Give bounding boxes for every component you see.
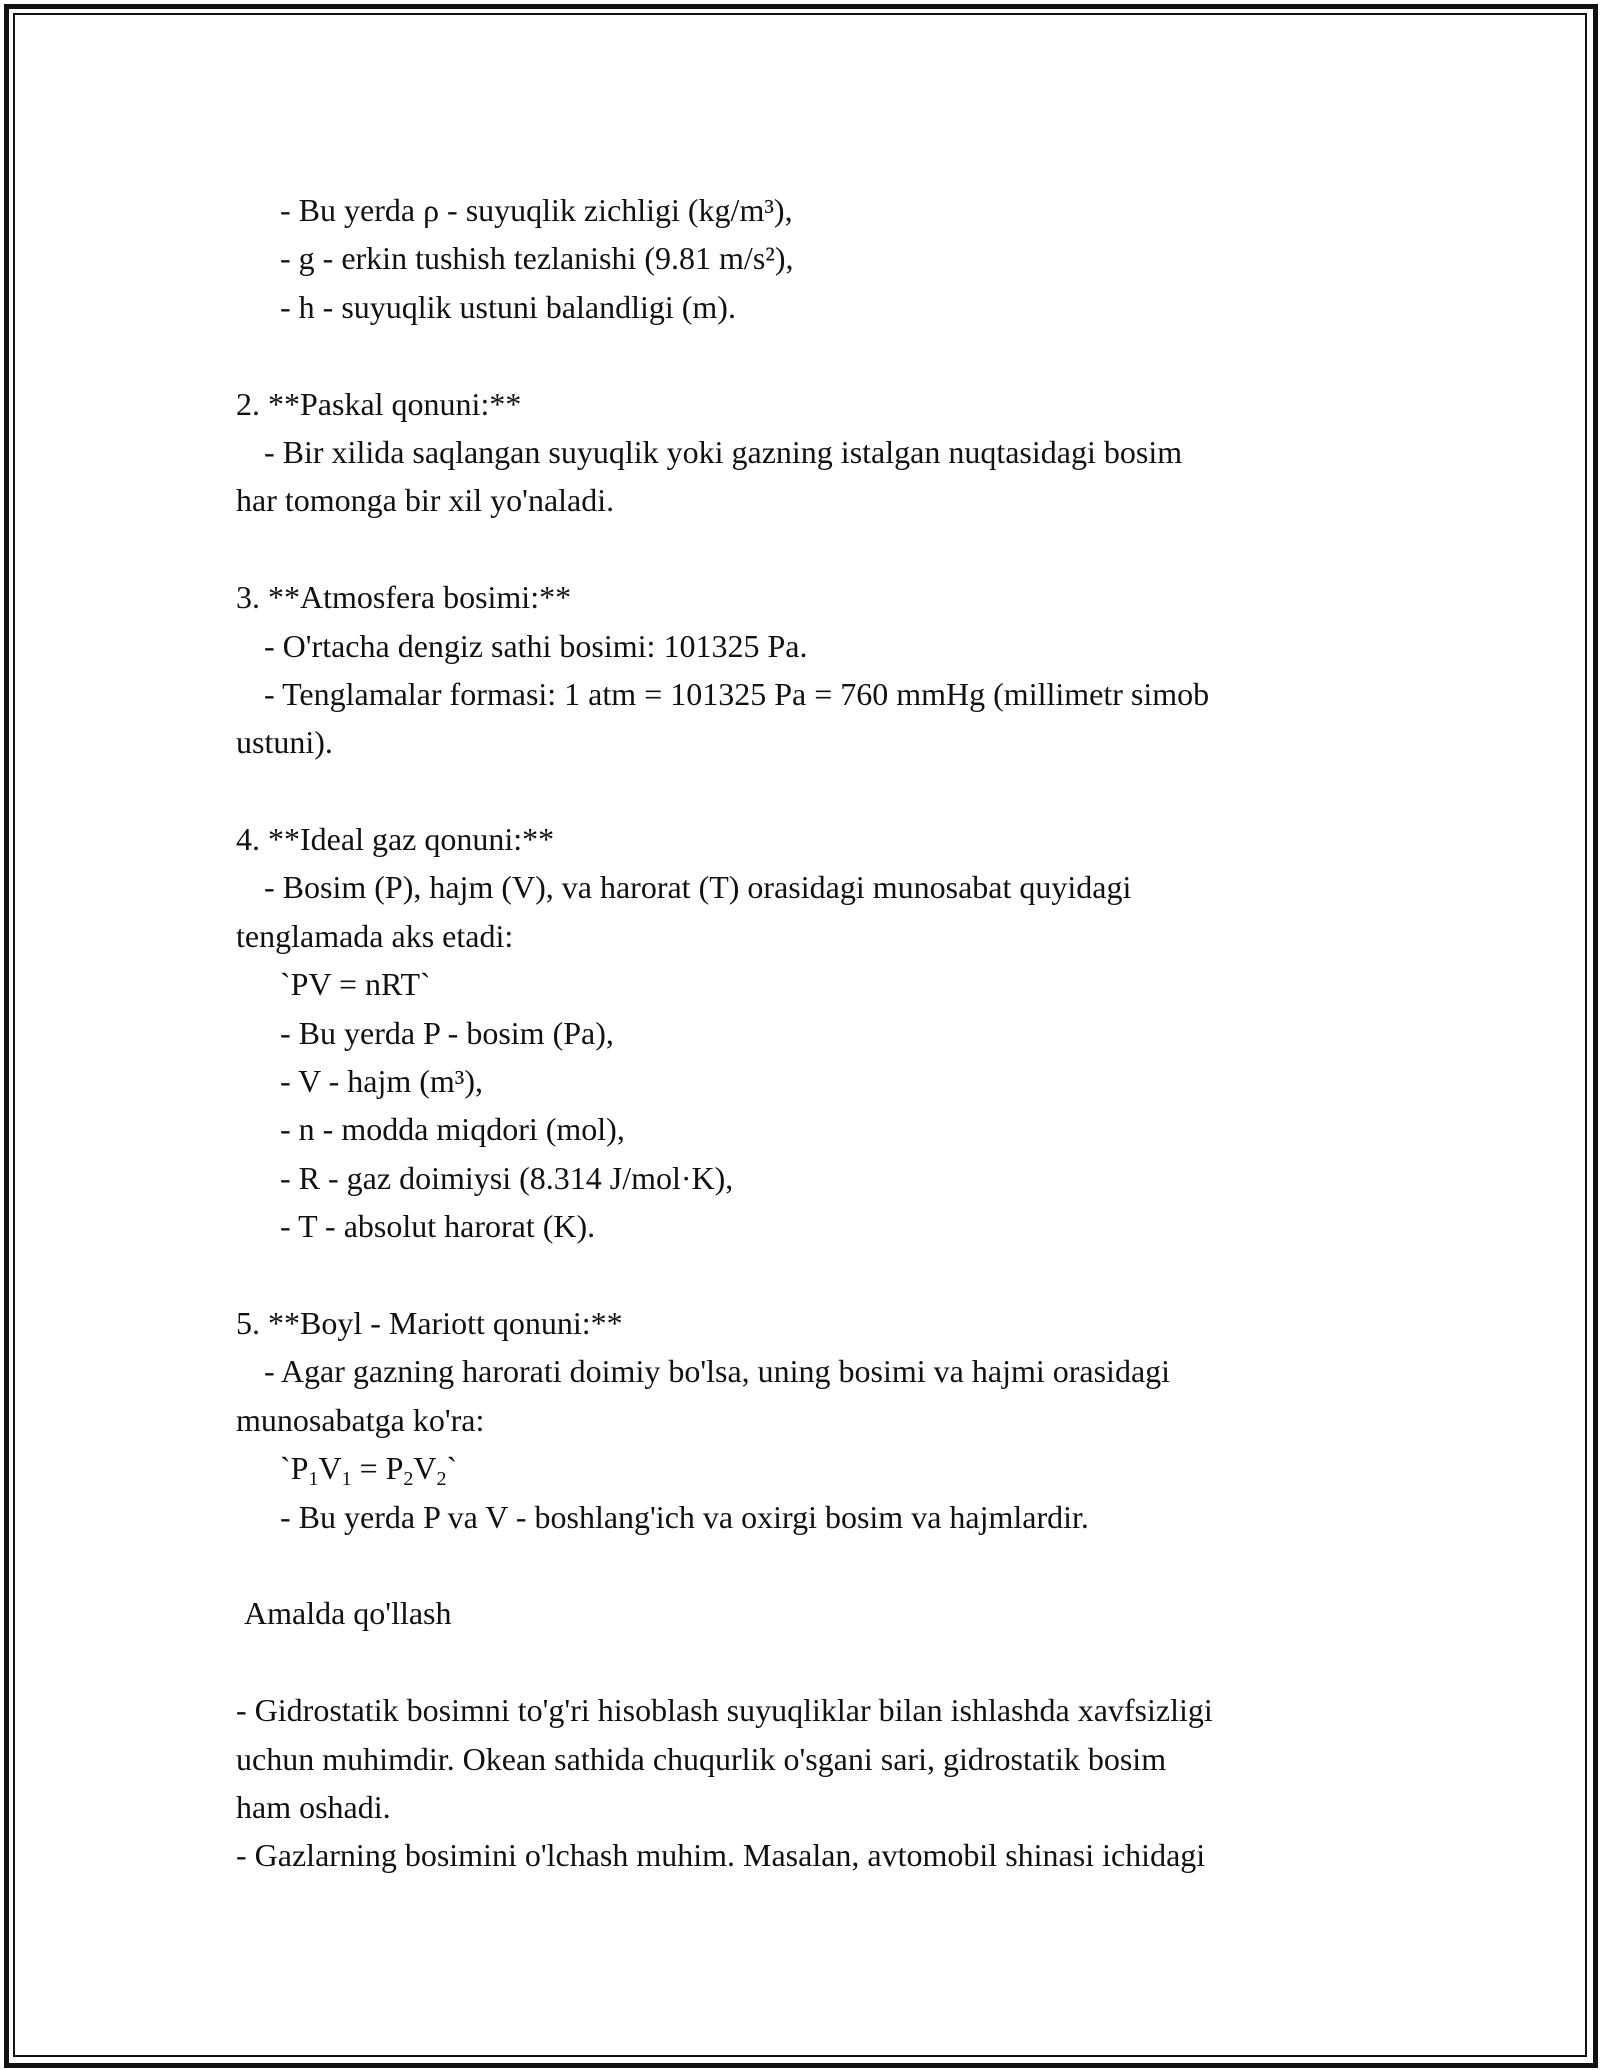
text-line: - Gazlarning bosimini o'lchash muhim. Masalan, avtomobil shinasi ichidagi (236, 1837, 1206, 1874)
text-line: - Bu yerda ρ - suyuqlik zichligi (kg/m³), (280, 192, 793, 228)
text-line: - R - gaz doimiysi (8.314 J/mol·K), (280, 1159, 734, 1196)
document-body (236, 186, 1386, 1880)
formula-text: V (318, 1450, 342, 1487)
blank-line (236, 1251, 1386, 1299)
text-line: tenglamada aks etadi: (236, 917, 514, 954)
text-line: munosabatga ko'ra: (236, 1401, 485, 1438)
text-line: - Bu yerda P va V - boshlang'ich va oxirgi bosim va hajmlardir. (280, 1498, 1089, 1535)
blank-line (236, 525, 1386, 573)
blank-line (236, 767, 1386, 815)
text-line: - Gidrostatik bosimni to'g'ri hisoblash suyuqliklar bilan ishlashda xavfsizligi (236, 1692, 1213, 1729)
text-line: - Bosim (P), hajm (V), va harorat (T) orasidagi munosabat quyidagi (264, 869, 1132, 906)
text-line: - Tenglamalar formasi: 1 atm = 101325 Pa = 760 mmHg (millimetr simob (264, 675, 1210, 712)
text-line: - g - erkin tushish tezlanishi (9.81 m/s²), (280, 240, 794, 277)
text-line: - n - modda miqdori (mol), (280, 1111, 625, 1148)
blank-line (236, 1638, 1386, 1686)
formula-subscript: 1 (308, 1468, 319, 1491)
text-line: - Bir xilida saqlangan suyuqlik yoki gazning istalgan nuqtasidagi bosim (264, 433, 1183, 470)
blank-line (236, 1541, 1386, 1589)
text-line: - Agar gazning harorati doimiy bo'lsa, uning bosimi va hajmi orasidagi (264, 1353, 1171, 1390)
formula-line (236, 1444, 1386, 1492)
formula-text: = P (351, 1450, 404, 1487)
text-line: - h - suyuqlik ustuni balandligi (m). (280, 288, 736, 325)
text-line: ustuni). (236, 724, 333, 761)
text-line: 4. **Ideal gaz qonuni:** (236, 821, 555, 858)
text-line: har tomonga bir xil yo'naladi. (236, 482, 615, 519)
text-line: uchun muhimdir. Okean sathida chuqurlik o'sgani sari, gidrostatik bosim (236, 1740, 1167, 1777)
text-line: 2. **Paskal qonuni:** (236, 385, 522, 422)
text-line: - T - absolut harorat (K). (280, 1208, 596, 1245)
text-line: - O'rtacha dengiz sathi bosimi: 101325 Pa. (264, 627, 808, 664)
formula-subscript: 2 (403, 1468, 414, 1491)
text-line: - V - hajm (m³), (280, 1063, 484, 1100)
text-line: - Bu yerda P - bosim (Pa), (280, 1014, 614, 1051)
text-line: `PV = nRT` (280, 966, 431, 1003)
formula-text: `P (280, 1450, 309, 1487)
formula-subscript: 1 (341, 1468, 352, 1491)
text-line: ham oshadi. (236, 1788, 391, 1825)
text-line: 3. **Atmosfera bosimi:** (236, 579, 572, 616)
formula-subscript: 2 (436, 1468, 447, 1491)
formula-text: ` (446, 1450, 458, 1487)
text-line: Amalda qo'llash (244, 1595, 452, 1632)
blank-line (236, 331, 1386, 379)
formula-text: V (413, 1450, 437, 1487)
text-line: 5. **Boyl - Mariott qonuni:** (236, 1304, 623, 1341)
